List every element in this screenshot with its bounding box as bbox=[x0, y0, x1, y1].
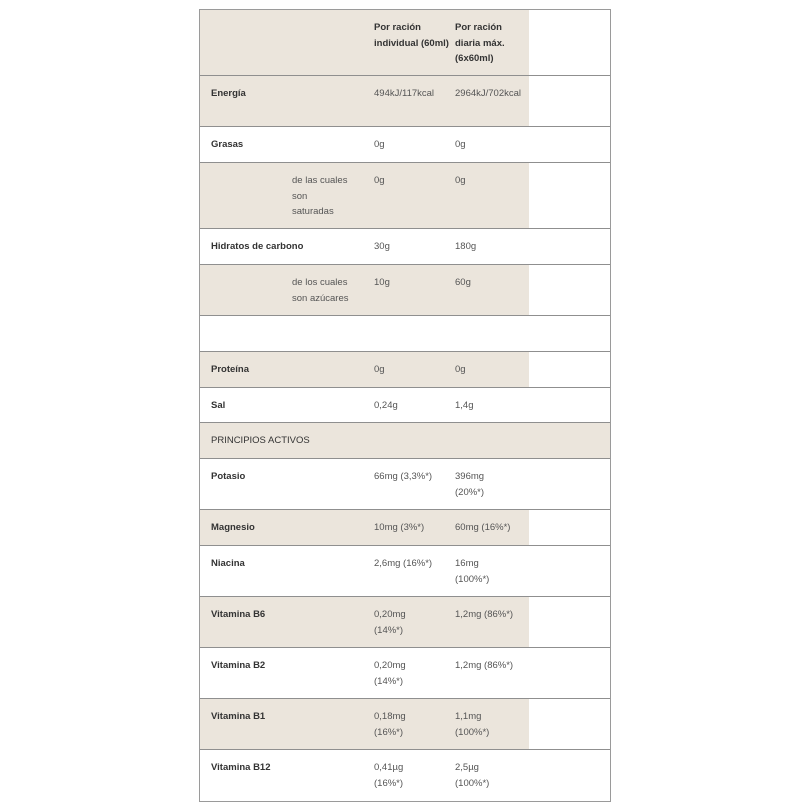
row-individual: 30g bbox=[374, 241, 390, 252]
row-daily: 2964kJ/702kcal bbox=[455, 88, 522, 99]
table-row bbox=[200, 163, 610, 229]
row-daily: 2,5µg (100%*) bbox=[455, 762, 490, 789]
row-label: Vitamina B6 bbox=[211, 609, 266, 620]
table-row bbox=[200, 127, 610, 163]
row-label: Sal bbox=[211, 400, 226, 411]
row-daily: 0g bbox=[455, 139, 466, 150]
row-daily: 60g bbox=[455, 277, 471, 288]
row-daily: 1,2mg (86%*) bbox=[455, 609, 514, 620]
row-individual: 0,20mg (14%*) bbox=[374, 660, 406, 687]
row-label: Niacina bbox=[211, 558, 245, 569]
table-row bbox=[200, 648, 610, 699]
row-individual: 0,24g bbox=[374, 400, 398, 411]
row-sublabel: de los cuales son azúcares bbox=[292, 277, 349, 304]
row-daily: 16mg (100%*) bbox=[455, 558, 490, 585]
table-row bbox=[200, 546, 610, 597]
row-daily: 396mg (20%*) bbox=[455, 471, 485, 498]
header-individual: Por ración individual (60ml) bbox=[374, 22, 449, 49]
table-row bbox=[200, 265, 610, 316]
row-individual: 494kJ/117kcal bbox=[374, 88, 435, 99]
row-label: Potasio bbox=[211, 471, 246, 482]
table-row bbox=[200, 750, 610, 801]
table-row bbox=[200, 510, 610, 546]
row-daily: 1,2mg (86%*) bbox=[455, 660, 514, 671]
table-row bbox=[200, 459, 610, 510]
row-individual: 0g bbox=[374, 139, 385, 150]
row-individual: 0,18mg (16%*) bbox=[374, 711, 406, 738]
row-daily: 0g bbox=[455, 364, 466, 375]
table-header-row bbox=[200, 10, 610, 76]
table-row bbox=[200, 229, 610, 265]
header-daily: Por ración diaria máx. (6x60ml) bbox=[455, 22, 505, 64]
row-label: Vitamina B12 bbox=[211, 762, 271, 773]
section-title: PRINCIPIOS ACTIVOS bbox=[211, 435, 310, 446]
row-individual: 10mg (3%*) bbox=[374, 522, 425, 533]
row-label: Vitamina B2 bbox=[211, 660, 266, 671]
row-individual: 0g bbox=[374, 175, 385, 186]
row-sublabel: de las cuales son saturadas bbox=[292, 175, 348, 217]
row-label: Proteína bbox=[211, 364, 250, 375]
row-label: Magnesio bbox=[211, 522, 255, 533]
table-row bbox=[200, 388, 610, 423]
row-label: Hidratos de carbono bbox=[211, 241, 304, 252]
row-daily: 1,1mg (100%*) bbox=[455, 711, 490, 738]
row-daily: 0g bbox=[455, 175, 466, 186]
row-label: Energía bbox=[211, 88, 246, 99]
row-daily: 60mg (16%*) bbox=[455, 522, 511, 533]
row-label: Grasas bbox=[211, 139, 244, 150]
row-individual: 10g bbox=[374, 277, 390, 288]
row-individual: 0,41µg (16%*) bbox=[374, 762, 404, 789]
table-row bbox=[200, 352, 610, 388]
row-daily: 180g bbox=[455, 241, 477, 252]
table-row bbox=[200, 597, 610, 648]
row-label: Vitamina B1 bbox=[211, 711, 266, 722]
row-individual: 0g bbox=[374, 364, 385, 375]
row-individual: 2,6mg (16%*) bbox=[374, 558, 433, 569]
row-individual: 66mg (3,3%*) bbox=[374, 471, 433, 482]
table-row bbox=[200, 76, 610, 127]
table-row bbox=[200, 699, 610, 750]
row-individual: 0,20mg (14%*) bbox=[374, 609, 406, 636]
nutrition-table bbox=[199, 9, 611, 802]
table-row-empty bbox=[200, 316, 610, 352]
row-daily: 1,4g bbox=[455, 400, 474, 411]
section-header-row bbox=[200, 423, 610, 459]
